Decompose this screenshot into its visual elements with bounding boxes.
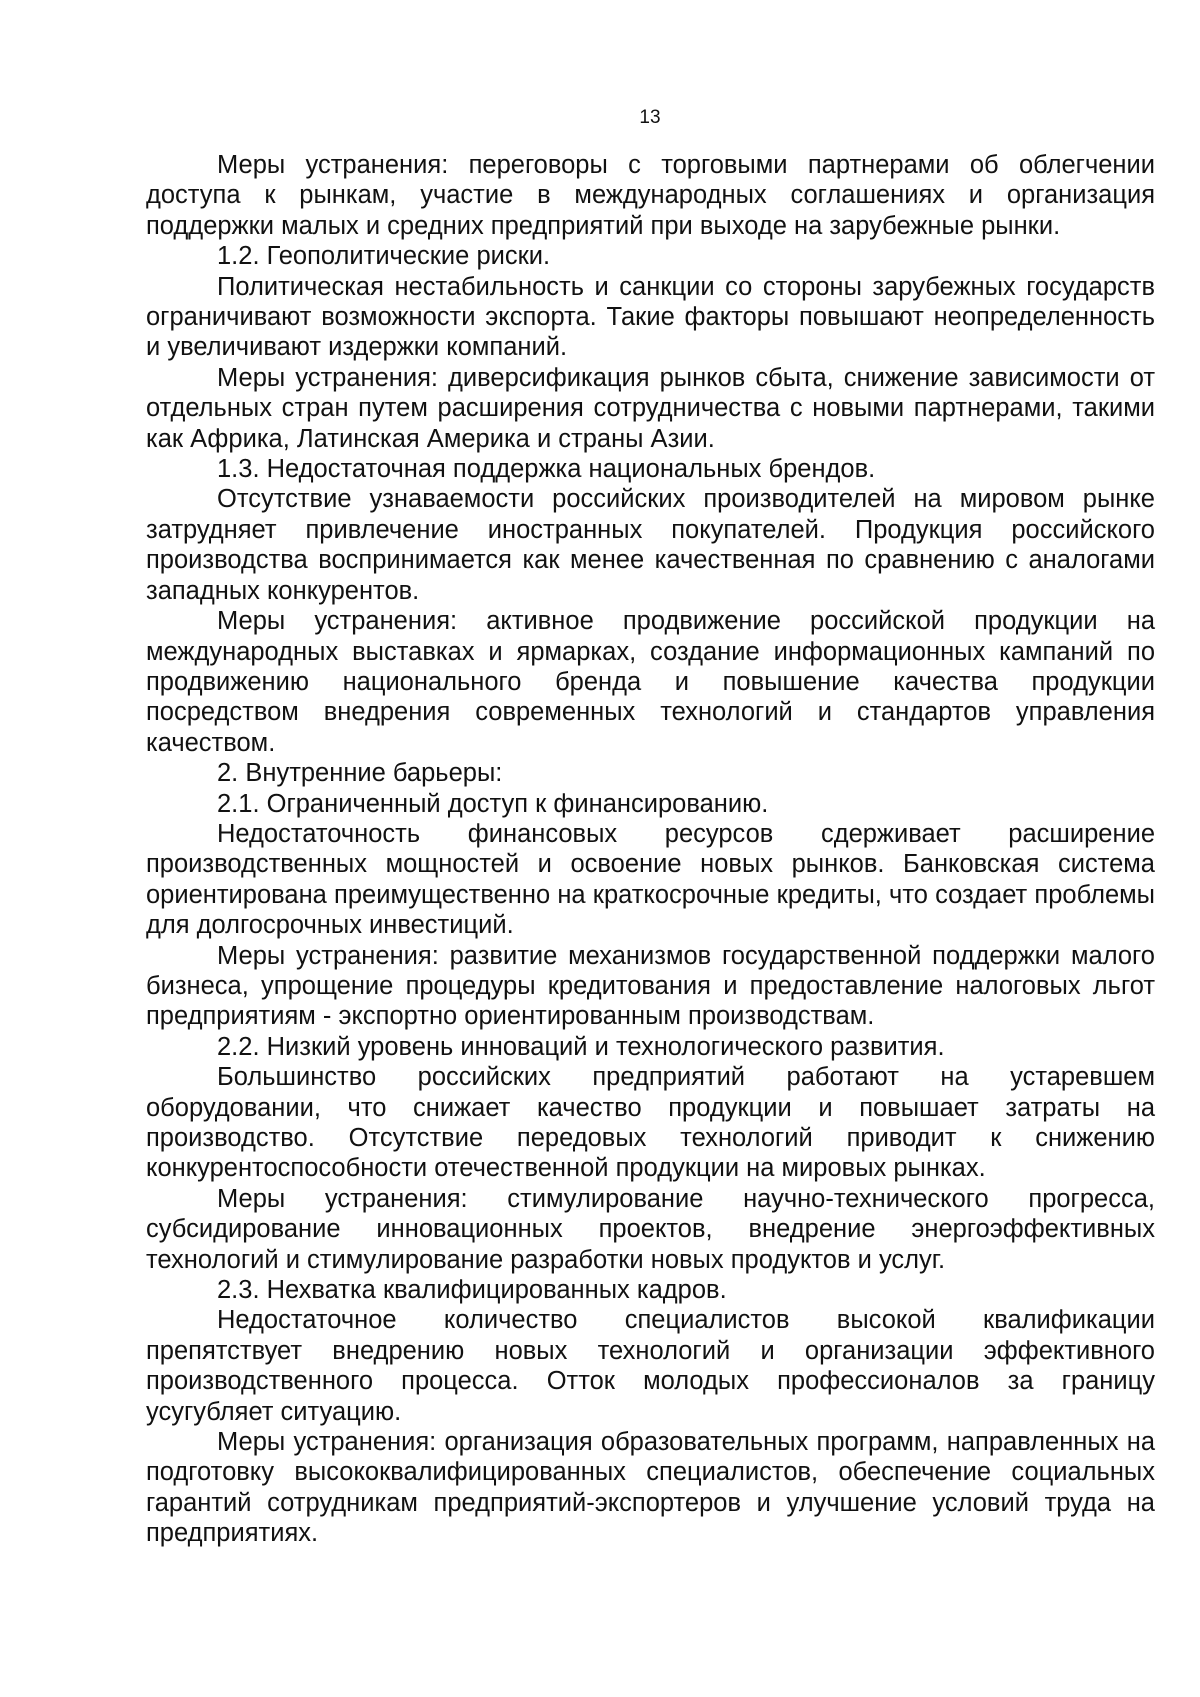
section-heading: 1.2. Геополитические риски. (217, 242, 551, 271)
section-heading: 2.1. Ограниченный доступ к финансированию. (217, 789, 769, 818)
page-number: 13 (639, 107, 661, 128)
section-heading: 2.2. Низкий уровень инноваций и технологического развития. (217, 1032, 945, 1061)
paragraph: Большинство российских предприятий работают на устаревшем оборудовании, что снижает качество продукции и повышает затраты на производство. Отсутствие передовых технологий приводит к снижению конкурентоспособности отечественной продукции на мировых рынках. (146, 1063, 1155, 1183)
paragraph: Недостаточность финансовых ресурсов сдерживает расширение производственных мощностей и освоение новых рынков. Банковская система ориентирована преимущественно на краткосрочные кредиты, что создает проблемы для долгосрочных инвестиций. (146, 819, 1155, 940)
paragraph: Меры устранения: организация образовательных программ, направленных на подготовку высококвалифицированных специалистов, обеспечение социальных гарантий сотрудникам предприятий-экспортеров и улучшение условий труда на предприятиях. (146, 1428, 1155, 1548)
document-body (146, 150, 1155, 1549)
paragraph: Отсутствие узнаваемости российских производителей на мировом рынке затрудняет привлечение иностранных покупателей. Продукция российского производства воспринимается как менее качественная по сравнению с аналогами западных конкурентов. (146, 485, 1155, 605)
paragraph: Меры устранения: развитие механизмов государственной поддержки малого бизнеса, упрощение процедуры кредитования и предоставление налоговых льгот предприятиям - экспортно ориентированным производствам. (146, 941, 1155, 1031)
paragraph: Меры устранения: диверсификация рынков сбыта, снижение зависимости от отдельных стран путем расширения сотрудничества с новыми партнерами, такими как Африка, Латинская Америка и страны Азии. (146, 363, 1155, 453)
section-heading: 1.3. Недостаточная поддержка национальных брендов. (217, 455, 876, 484)
paragraph: Меры устранения: переговоры с торговыми партнерами об облегчении доступа к рынкам, участие в международных соглашениях и организация поддержки малых и средних предприятий при выходе на зарубежные рынки. (146, 151, 1155, 240)
paragraph: Меры устранения: стимулирование научно-технического прогресса, субсидирование инновационных проектов, внедрение энергоэффективных технологий и стимулирование разработки новых продуктов и услуг. (146, 1184, 1155, 1274)
paragraph: Меры устранения: активное продвижение российской продукции на международных выставках и ярмарках, создание информационных кампаний по продвижению национального бренда и повышение качества продукции посредством внедрения современных технологий и стандартов управления качеством. (146, 607, 1155, 757)
paragraph: Недостаточное количество специалистов высокой квалификации препятствует внедрению новых технологий и организации эффективного производственного процесса. Отток молодых профессионалов за границу усугубляет ситуацию. (146, 1306, 1155, 1426)
paragraph: Политическая нестабильность и санкции со стороны зарубежных государств ограничивают возможности экспорта. Такие факторы повышают неопределенность и увеличивают издержки компаний. (146, 272, 1155, 362)
section-heading: 2.3. Нехватка квалифицированных кадров. (217, 1276, 727, 1305)
section-heading: 2. Внутренние барьеры: (217, 759, 503, 788)
